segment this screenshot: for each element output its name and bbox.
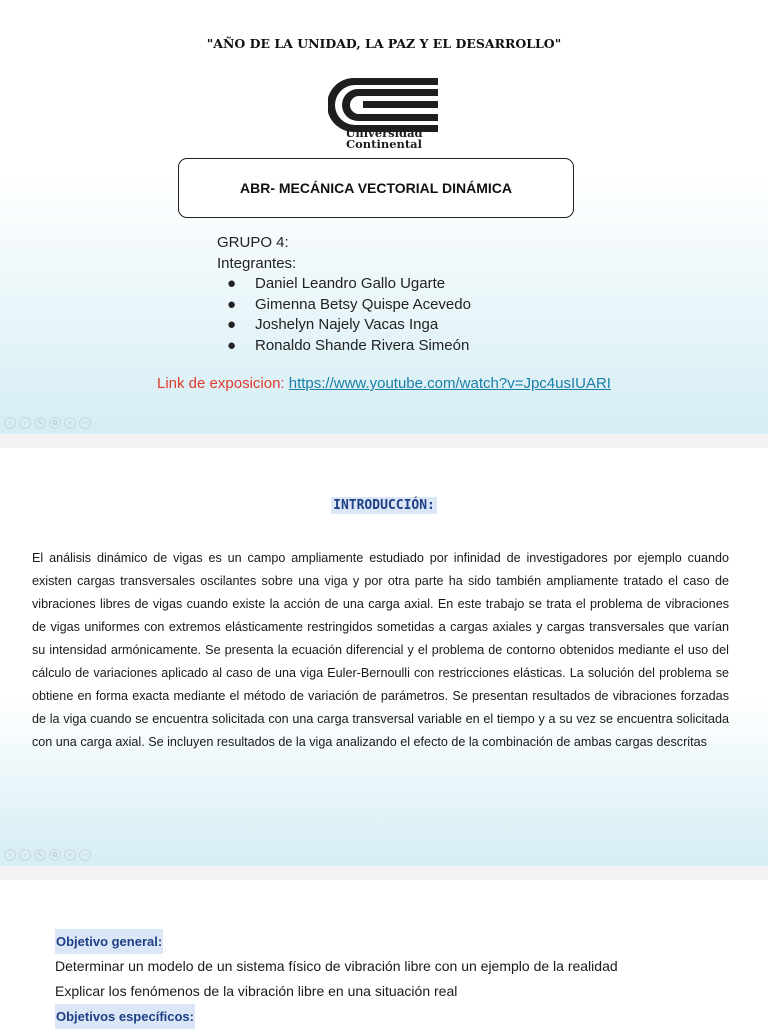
cover-page xyxy=(0,0,768,434)
bullet-icon: ● xyxy=(227,336,237,354)
next-icon[interactable]: › xyxy=(19,849,31,861)
bullet-icon: ● xyxy=(227,316,237,333)
group-label: GRUPO 4: xyxy=(217,234,289,251)
more-icon[interactable]: ⋯ xyxy=(79,849,91,861)
university-name: Universidad Continental xyxy=(345,126,423,151)
page-divider xyxy=(0,434,768,448)
exposition-link-line xyxy=(0,375,768,392)
zoom-icon[interactable]: ⌕ xyxy=(64,849,76,861)
group-info xyxy=(217,233,471,356)
prev-icon[interactable]: ‹ xyxy=(4,417,16,429)
year-motto: "AÑO DE LA UNIDAD, LA PAZ Y EL DESARROLLO" xyxy=(206,36,562,51)
page-toolbar xyxy=(4,417,91,429)
copy-icon[interactable]: ⧉ xyxy=(49,417,61,429)
youtube-link[interactable]: https://www.youtube.com/watch?v=Jpc4usIUARI xyxy=(288,375,611,392)
next-icon[interactable]: › xyxy=(19,417,31,429)
general-objective-line: Determinar un modelo de un sistema físico de vibración libre con un ejemplo de la realidad xyxy=(55,958,618,974)
objectives-section xyxy=(55,929,618,1029)
specific-objectives-heading: Objetivos específicos: xyxy=(55,1004,195,1029)
prev-icon[interactable]: ‹ xyxy=(4,849,16,861)
zoom-icon[interactable]: ⌕ xyxy=(64,417,76,429)
members-list xyxy=(217,274,471,356)
list-item: ● Ronaldo Shande Rivera Simeón xyxy=(217,336,471,357)
introduction-heading: INTRODUCCIÓN: xyxy=(333,498,435,513)
general-objective-heading: Objetivo general: xyxy=(55,929,163,954)
edit-icon[interactable]: ✎ xyxy=(34,849,46,861)
link-label: Link de exposicion: xyxy=(157,375,289,392)
list-item: ● Daniel Leandro Gallo Ugarte xyxy=(217,274,471,295)
bullet-icon: ● xyxy=(227,295,237,313)
list-item: ● Gimenna Betsy Quispe Acevedo xyxy=(217,295,471,316)
bullet-icon: ● xyxy=(227,275,237,292)
introduction-body: El análisis dinámico de vigas es un campo ampliamente estudiado por infinidad de investigadores por ejemplo cuando existen cargas transversales oscilantes sobre una viga y por otra parte ha sido también ampliamente tratado el caso de vibraciones libres de vigas cuando existe la acción de una carga axial. En este trabajo se trata el problema de vibraciones de vigas uniformes con extremos elásticamente restringidos sometidas a cargas axiales y cargas transversales que varían su intensidad armónicamente. Se presenta la ecuación diferencial y el problema de contorno obtenidos mediante el uso del cálculo de variaciones aplicado al caso de una viga Euler-Bernoulli con restricciones elásticas. La solución del problema se obtiene en forma exacta mediante el método de variación de parámetros. Se presentan resultados de vibraciones forzadas de la viga cuando se encuentra solicitada con una carga transversal variable en el tiempo y a su vez se encuentra solicitada con una carga axial. Se incluyen resultados de la viga analizando el efecto de la combinación de ambas cargas descritas xyxy=(32,551,729,749)
course-title-box xyxy=(178,158,574,218)
page-toolbar xyxy=(4,849,91,861)
edit-icon[interactable]: ✎ xyxy=(34,417,46,429)
course-title: ABR- MECÁNICA VECTORIAL DINÁMICA xyxy=(240,180,512,196)
copy-icon[interactable]: ⧉ xyxy=(49,849,61,861)
page-divider xyxy=(0,866,768,880)
members-label: Integrantes: xyxy=(217,254,297,272)
general-objective-line: Explicar los fenómenos de la vibración libre en una situación real xyxy=(55,983,458,999)
more-icon[interactable]: ⋯ xyxy=(79,417,91,429)
list-item: ● Joshelyn Najely Vacas Inga xyxy=(217,315,471,336)
